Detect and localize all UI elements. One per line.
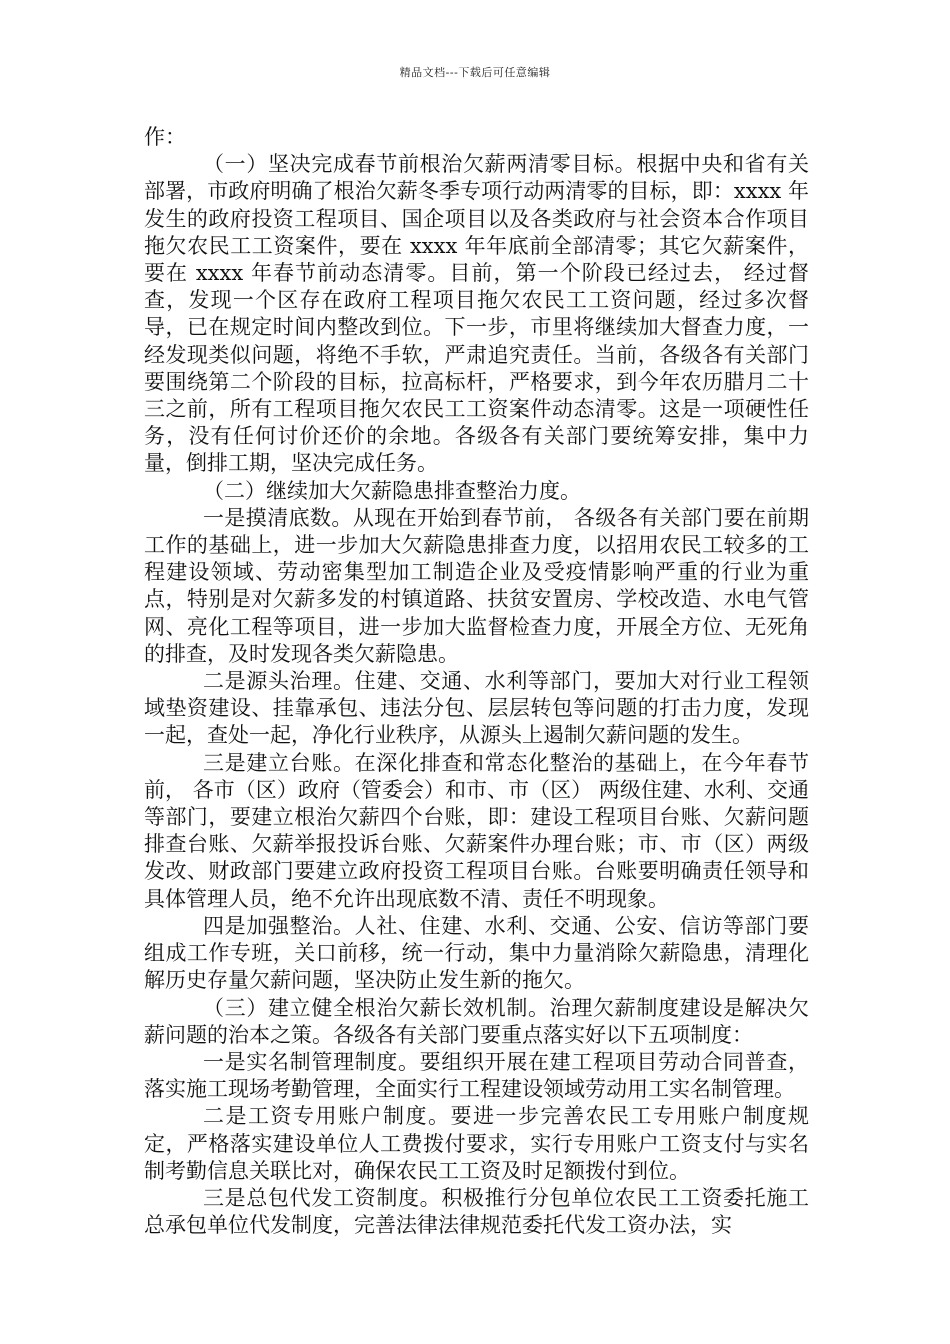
paragraph-item-wage-account: 二是工资专用账户制度。要进一步完善农民工专用账户制度规定，严格落实建设单位人工费拨付要求，实行专用账户工资支付与实名制考勤信息关联比对，确保农民工工资及时足额拨付到位。 xyxy=(144,1104,809,1183)
paragraph-section-three: （三）建立健全根治欠薪长效机制。治理欠薪制度建设是解决欠薪问题的治本之策。各级各有关部门要重点落实好以下五项制度： xyxy=(144,995,809,1047)
document-body xyxy=(144,124,809,1239)
paragraph-section-one: （一）坚决完成春节前根治欠薪两清零目标。根据中央和省有关部署，市政府明确了根治欠薪冬季专项行动两清零的目标，即：xxxx 年发生的政府投资工程项目、国企项目以及各类政府与社会资本合作项目拖欠农民工工资案件，要在 xxxx 年年底前全部清零；其它欠薪案件，要在 xxxx 年春节前动态清零。目前，第一个阶段已经过去， 经过督查，发现一个区存在政府工程项目拖欠农民工工资问题，经过多次督导，已在规定时间内整改到位。下一步，市里将继续加大督查力度，一经发现类似问题，将绝不手软，严肃追究责任。当前，各级各有关部门要围绕第二个阶段的目标，拉高标杆，严格要求，到今年农历腊月二十三之前，所有工程项目拖欠农民工工资案件动态清零。这是一项硬性任务，没有任何讨价还价的余地。各级各有关部门要统筹安排，集中力量，倒排工期，坚决完成任务。 xyxy=(144,152,809,476)
paragraph-continuation: 作： xyxy=(144,125,186,149)
paragraph-item-source-control: 二是源头治理。住建、交通、水利等部门，要加大对行业工程领域垫资建设、挂靠承包、违法分包、层层转包等问题的打击力度，发现一起，查处一起，净化行业秩序，从源头上遏制欠薪问题的发生。 xyxy=(144,669,809,748)
paragraph-item-real-name: 一是实名制管理制度。要组织开展在建工程项目劳动合同普查，落实施工现场考勤管理，全面实行工程建设领域劳动用工实名制管理。 xyxy=(144,1049,809,1102)
paragraph-section-two-heading: （二）继续加大欠薪隐患排查整治力度。 xyxy=(203,478,581,503)
paragraph-item-ledger: 三是建立台账。在深化排查和常态化整治的基础上，在今年春节前， 各市（区）政府（管委会）和市、市（区） 两级住建、水利、交通等部门，要建立根治欠薪四个台账，即：建设工程项目台账、欠薪问题排查台账、欠薪举报投诉台账、欠薪案件办理台账；市、市（区）两级发改、财政部门要建立政府投资工程项目台账。台账要明确责任领导和具体管理人员，绝不允许出现底数不清、责任不明现象。 xyxy=(144,750,809,911)
paragraph-item-general-contractor: 三是总包代发工资制度。积极推行分包单位农民工工资委托施工总承包单位代发制度，完善法律法律规范委托代发工资办法，实 xyxy=(144,1185,809,1238)
page-header: 精品文档---下载后可任意编辑 xyxy=(399,66,551,79)
paragraph-item-rectification: 四是加强整治。人社、住建、水利、交通、公安、信访等部门要组成工作专班，关口前移，统一行动，集中力量消除欠薪隐患，清理化解历史存量欠薪问题，坚决防止发生新的拖欠。 xyxy=(144,913,809,993)
paragraph-item-verify-base: 一是摸清底数。从现在开始到春节前， 各级各有关部门要在前期工作的基础上，进一步加大欠薪隐患排查力度，以招用农民工较多的工程建设领域、劳动密集型加工制造企业及受疫情影响严重的行业为重点，特别是对欠薪多发的村镇道路、扶贫安置房、学校改造、水电气管网、亮化工程等项目，进一步加大监督检查力度，开展全方位、无死角的排查，及时发现各类欠薪隐患。 xyxy=(144,505,809,666)
